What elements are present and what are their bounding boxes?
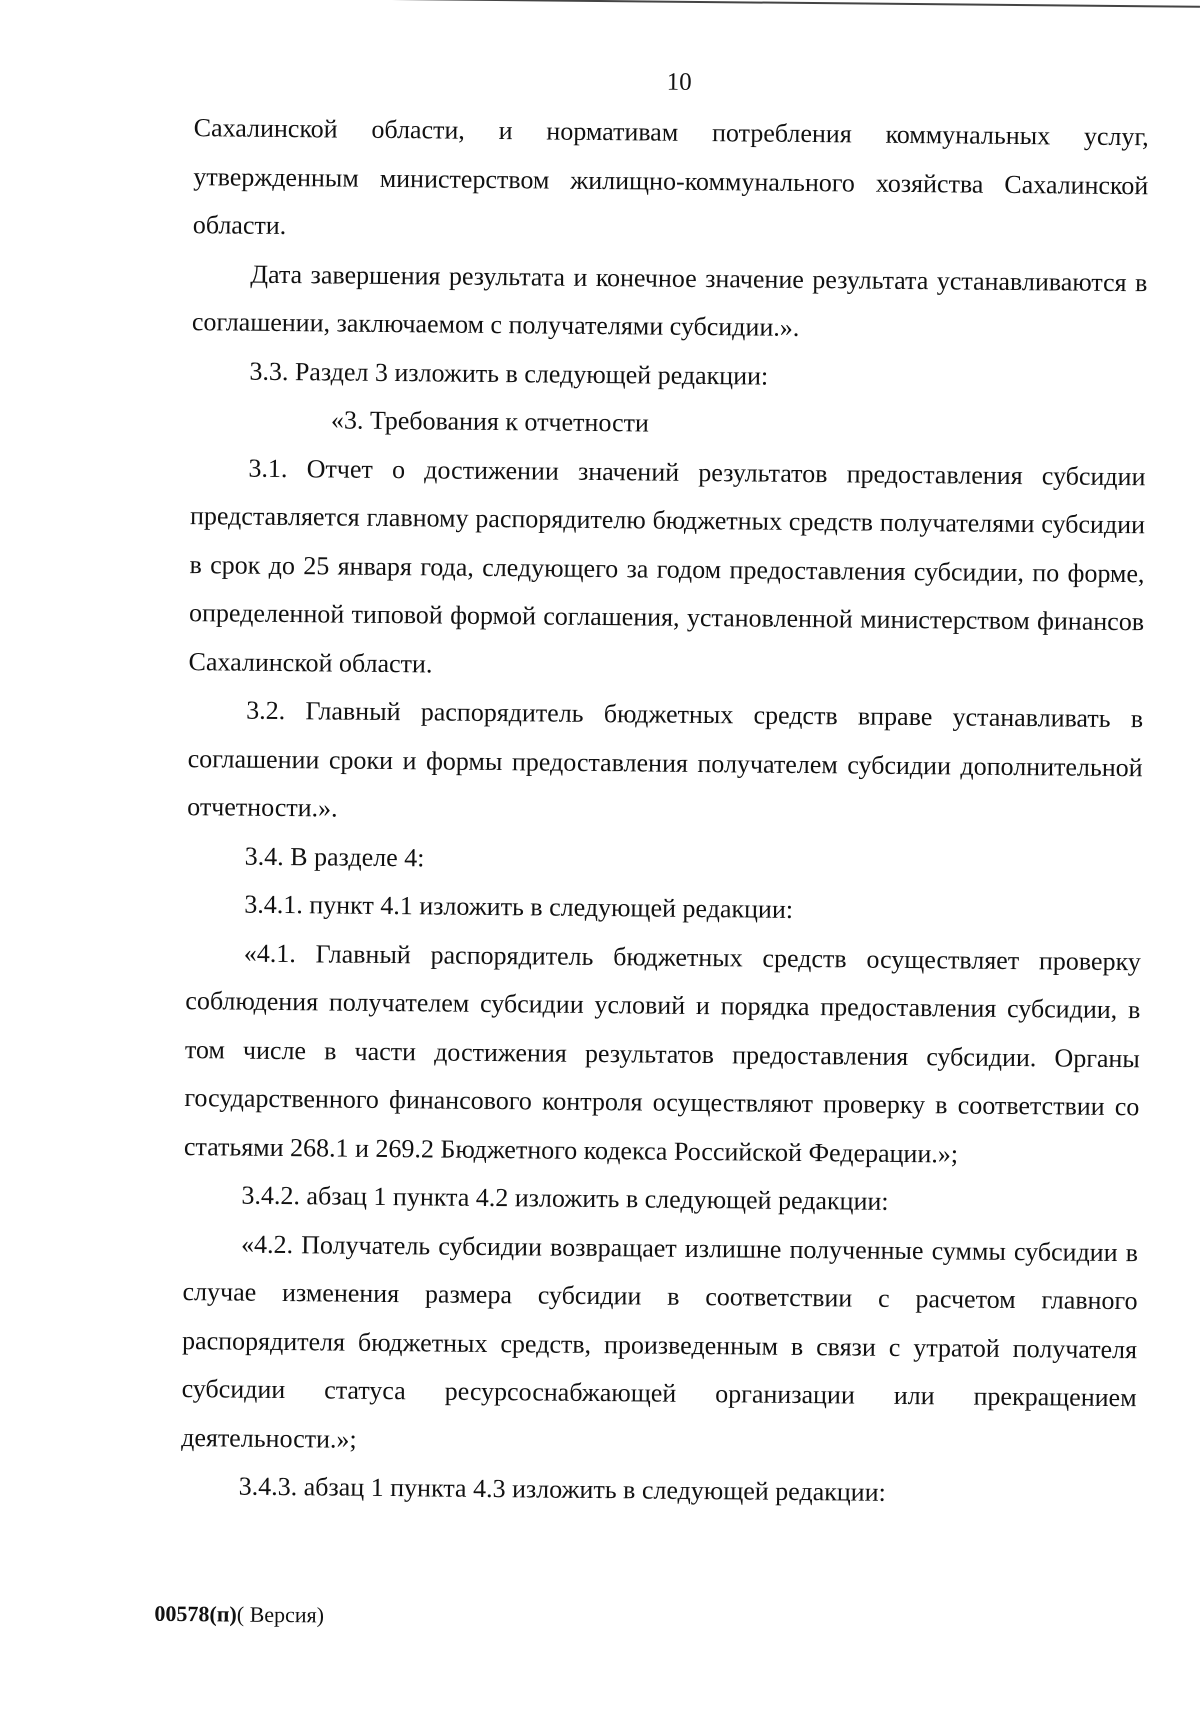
paragraph-3-2: 3.2. Главный распорядитель бюджетных средств вправе устанавливать в соглашении сроки и формы предоставления получателем субсидии дополнительной отчетности.».: [187, 695, 1144, 823]
paragraph-result-date: Дата завершения результата и конечное значение результата устанавливаются в соглашении, заключаемом с получателями субсидии.».: [191, 259, 1148, 342]
section-heading-3: «3. Требования к отчетности: [330, 405, 650, 438]
paragraph-4-1: «4.1. Главный распорядитель бюджетных средств осуществляет проверку соблюдения получателем субсидии условий и порядка предоставления субсидии, в том числе в части достижения результатов предоставления субсидии. Органы государственного финансового контроля осуществляют проверку в соответствии со статьями 268.1 и 269.2 Бюджетного кодекса Российской Федерации.»;: [183, 938, 1141, 1168]
paragraph-3-1: 3.1. Отчет о достижении значений результатов предоставления субсидии представляется главному распорядителю бюджетных средств получателями субсидии в срок до 25 января года, следующего за годом предоставления субсидии, по форме, определенной типовой формой соглашения, установленной министерством финансов Сахалинской области.: [188, 453, 1146, 678]
page-number: 10: [666, 68, 692, 96]
document-version-label: ( Версия): [236, 1601, 325, 1628]
document-footer-code: [154, 1601, 324, 1629]
paragraph-3-4-2: 3.4.2. абзац 1 пункта 4.2 изложить в следующей редакции:: [241, 1180, 889, 1216]
body-text: [180, 104, 1148, 1520]
paragraph-3-4: 3.4. В разделе 4:: [244, 841, 425, 872]
scan-edge-line: [200, 0, 1200, 8]
document-code: 00578(п): [154, 1600, 237, 1627]
paragraph-continuation: Сахалинской области, и нормативам потребления коммунальных услуг, утвержденным министерством жилищно-коммунального хозяйства Сахалинской области.: [192, 113, 1149, 240]
paragraph-3-3: 3.3. Раздел 3 изложить в следующей редакции:: [249, 356, 769, 391]
paragraph-3-4-3: 3.4.3. абзац 1 пункта 4.3 изложить в следующей редакции:: [238, 1471, 886, 1507]
paragraph-4-2: «4.2. Получатель субсидии возвращает излишне полученные суммы субсидии в случае изменения размера субсидии в соответствии с расчетом главного распорядителя бюджетных средств, произведенным в связи с утратой получателя субсидии статуса ресурсоснабжающей организации или прекращением деятельности.»;: [181, 1229, 1139, 1454]
paragraph-3-4-1: 3.4.1. пункт 4.1 изложить в следующей редакции:: [244, 889, 794, 924]
